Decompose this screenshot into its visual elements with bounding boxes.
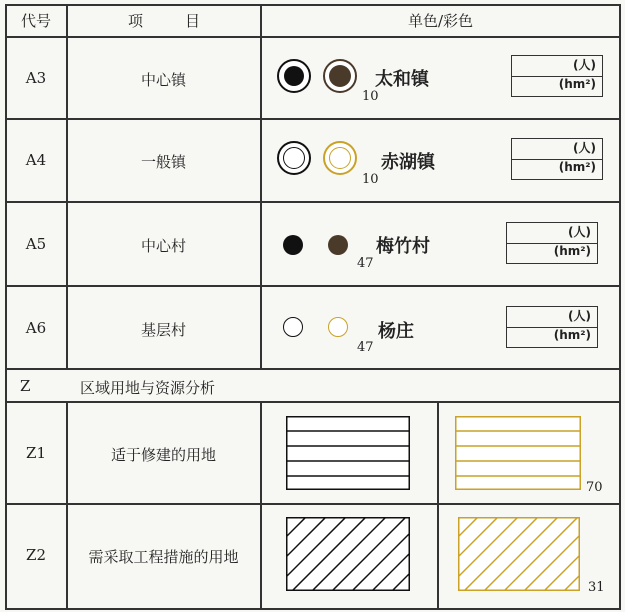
place-name: 梅竹村 [376,236,430,257]
pattern-number: 70 [586,480,603,495]
stats-box [506,306,598,348]
engineered-land-mono-pattern [286,517,410,591]
place-name: 赤湖镇 [381,152,435,173]
area-label: (hm²) [512,159,602,179]
population-label: (人) [573,141,596,155]
header-code: 代号 [20,12,51,30]
row-code: Z1 [26,444,46,462]
place-name: 太和镇 [375,69,429,90]
row-item: 需采取工程措施的用地 [88,548,239,566]
row-code: Z2 [26,546,46,564]
buildable-land-mono-pattern [286,416,410,490]
pattern-number: 31 [588,580,605,595]
header-item-b: 目 [185,12,201,30]
header-color: 单色/彩色 [407,12,474,30]
area-label: (hm²) [507,243,597,263]
village-center-mono-symbol [283,235,303,255]
row-item: 中心镇 [140,71,186,89]
count-label: 47 [357,340,374,355]
row-item: 一般镇 [140,153,186,171]
count-label: 10 [362,172,379,187]
row-code: A5 [25,235,47,253]
village-mono-symbol [283,317,303,337]
row-item: 基层村 [140,321,186,339]
row-item: 中心村 [140,237,186,255]
header-item-a: 项 [128,12,144,30]
town-color-symbol [323,141,357,175]
town-center-mono-symbol [277,59,311,93]
stats-box [511,138,603,180]
place-name: 杨庄 [378,321,414,342]
town-mono-symbol [277,141,311,175]
row-code: A3 [25,69,47,87]
row-code: A4 [25,151,47,169]
buildable-land-color-pattern [455,416,581,490]
count-label: 10 [362,89,379,104]
engineered-land-color-pattern [458,517,580,591]
area-label: (hm²) [507,327,597,347]
stats-box [506,222,598,264]
population-label: (人) [568,225,591,239]
row-code: A6 [25,319,47,337]
count-label: 47 [357,256,374,271]
population-label: (人) [573,58,596,72]
row-item: 适于修建的用地 [110,446,216,464]
population-label: (人) [568,309,591,323]
town-center-color-symbol [323,59,357,93]
section-code: Z [20,377,31,395]
village-center-color-symbol [328,235,348,255]
section-title: 区域用地与资源分析 [80,379,216,397]
village-color-symbol [328,317,348,337]
area-label: (hm²) [512,76,602,96]
stats-box [511,55,603,97]
